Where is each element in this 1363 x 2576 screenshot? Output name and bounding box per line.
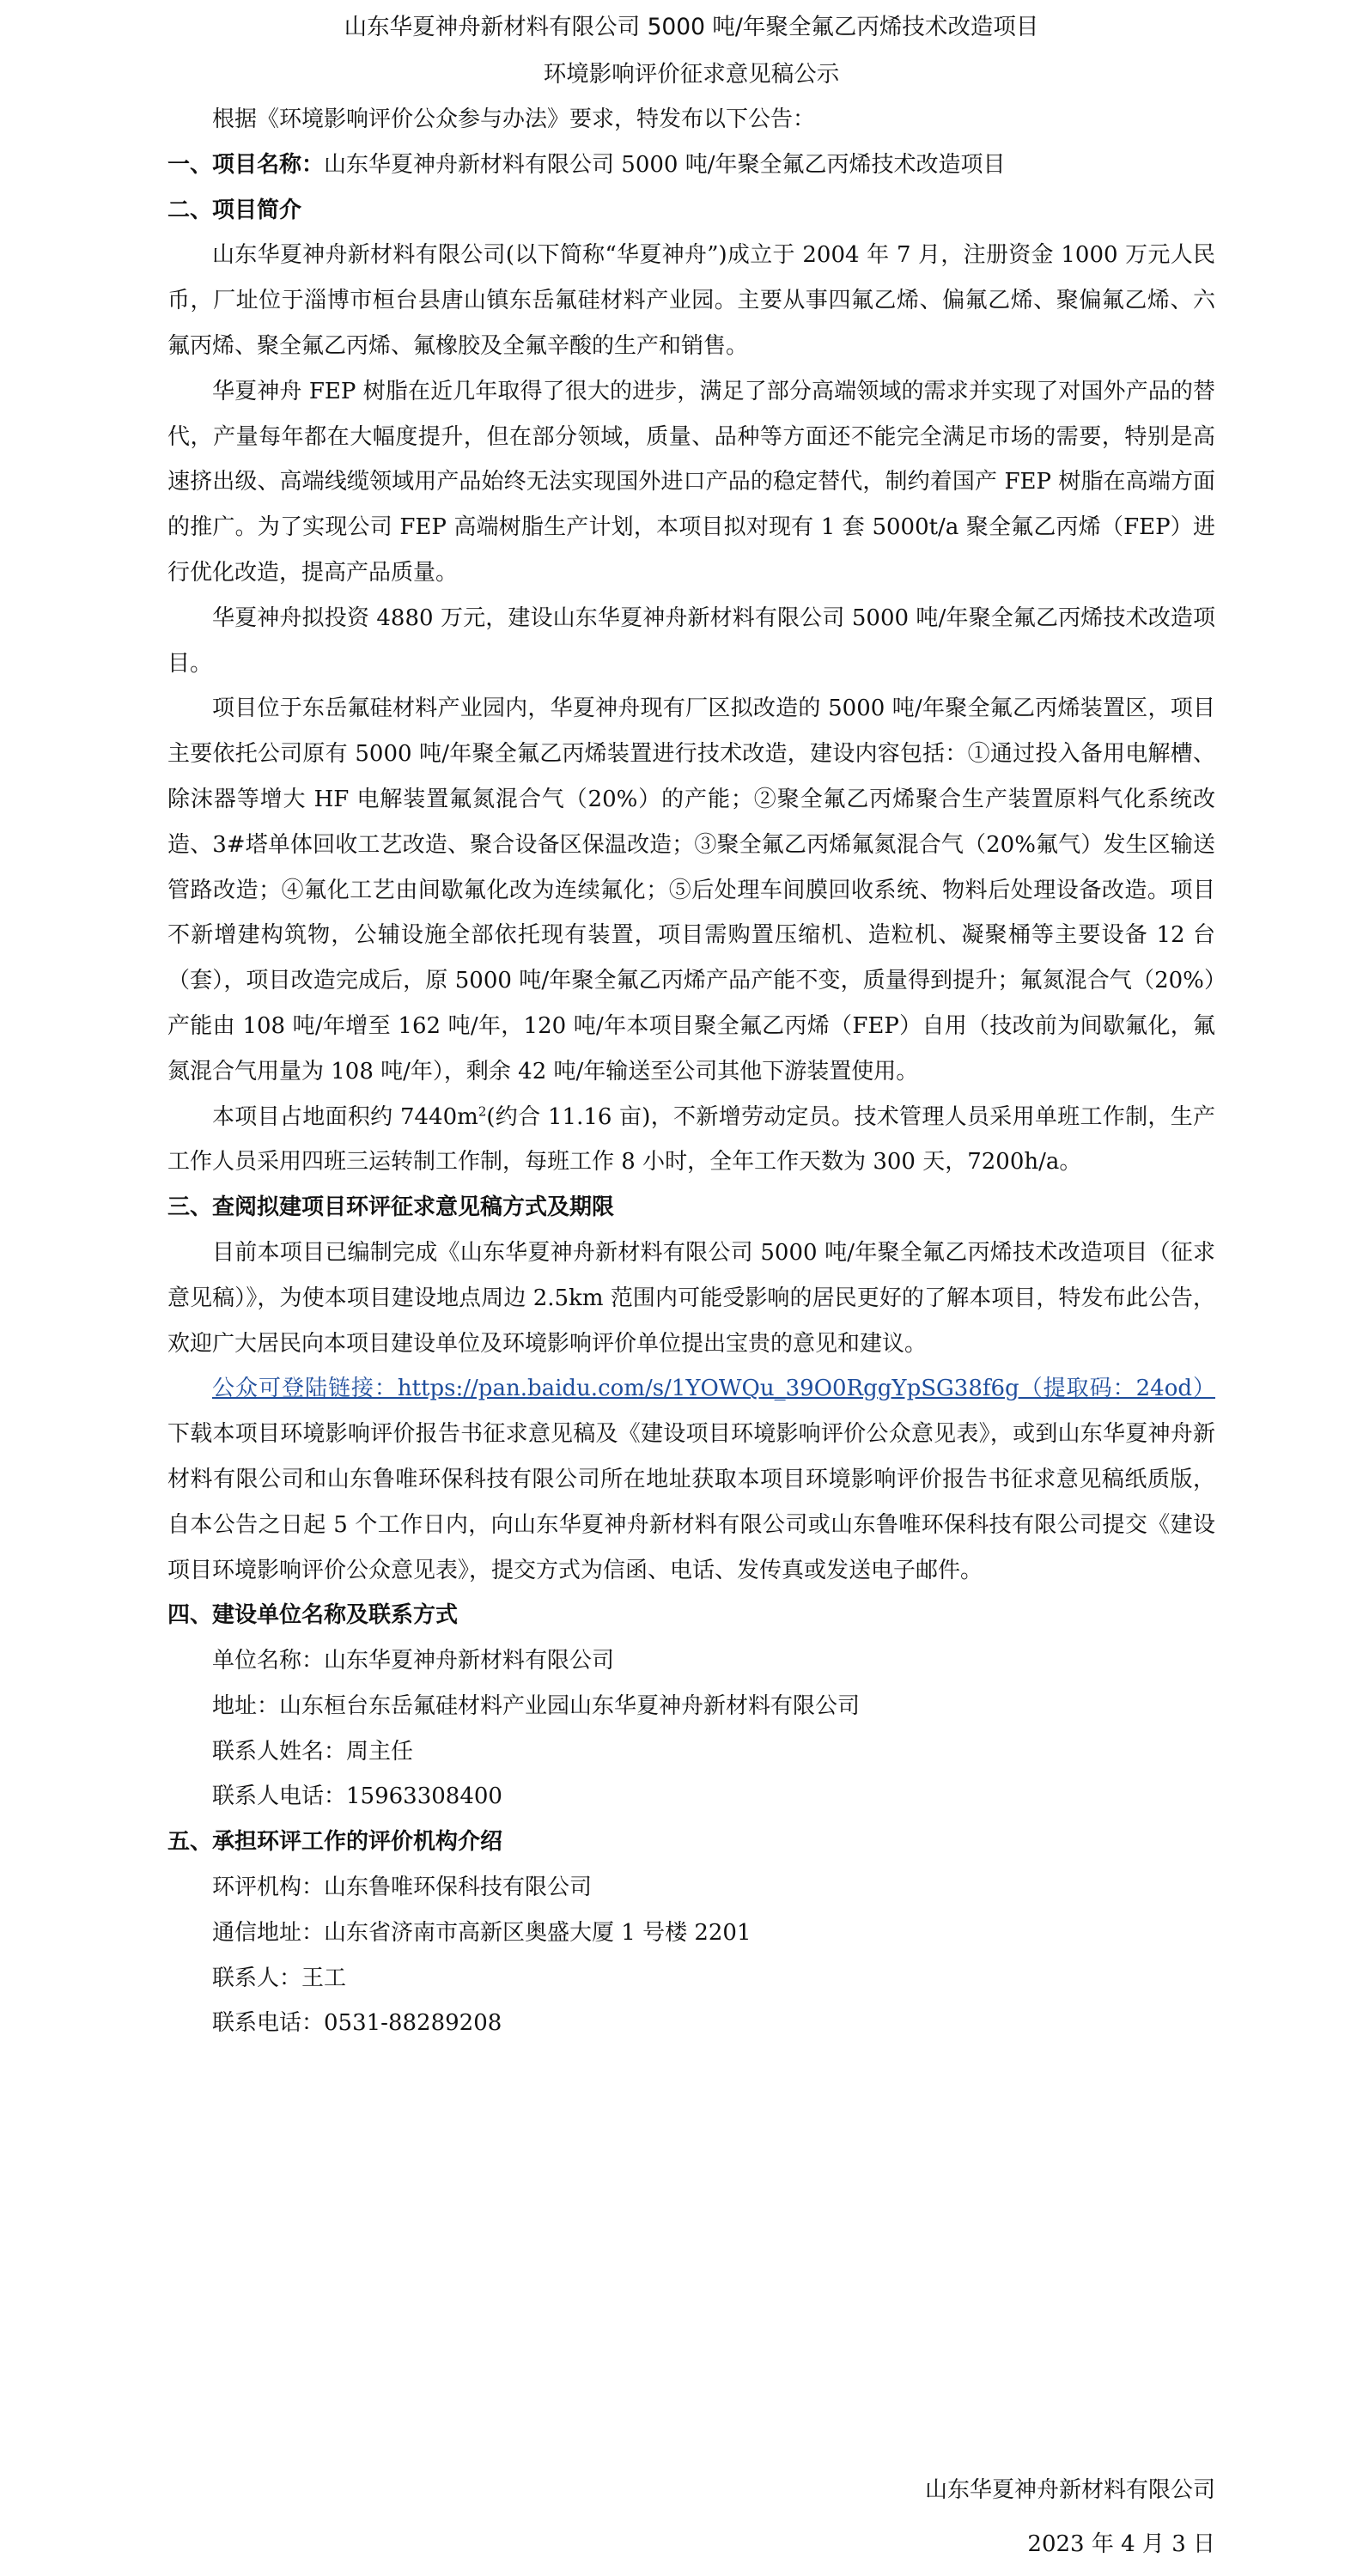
investment-paragraph: 华夏神舟拟投资 4880 万元，建设山东华夏神舟新材料有限公司 5000 吨/年聚全氟乙丙烯技术改造项目。 xyxy=(167,605,1215,677)
download-paragraph xyxy=(167,1366,1215,1593)
construction-content-paragraph: 项目位于东岳氟硅材料产业园内，华夏神舟现有厂区拟改造的 5000 吨/年聚全氟乙丙烯装置区，项目主要依托公司原有 5000 吨/年聚全氟乙丙烯装置进行技术改造，建设内容包括：①通过投入备用电解槽、除沫器等增大 HF 电解装置氟氮混合气（20%）的产能；②聚全氟乙丙烯聚合生产装置原料气化系统改造、3#塔单体回收工艺改造、聚合设备区保温改造；③聚全氟乙丙烯氟氮混合气（20%氟气）发生区输送管路改造；④氟化工艺由间歇氟化改为连续氟化；⑤后处理车间膜回收系统、物料后处理设备改造。项目不新增建构筑物，公辅设施全部依托现有装置，项目需购置压缩机、造粒机、凝聚桶等主要设备 12 台（套），项目改造完成后，原 5000 吨/年聚全氟乙丙烯产品产能不变，质量得到提升；氟氮混合气（20%）产能由 108 吨/年增至 162 吨/年，120 吨/年本项目聚全氟乙丙烯（FEP）自用（技改前为间歇氟化，氟氮混合气用量为 108 吨/年），剩余 42 吨/年输送至公司其他下游装置使用。 xyxy=(167,696,1215,1084)
eia-agency-name: 环评机构：山东鲁唯环保科技有限公司 xyxy=(212,1874,593,1901)
section-3-heading: 三、查阅拟建项目环评征求意见稿方式及期限 xyxy=(167,1194,615,1221)
section-5-heading: 五、承担环评工作的评价机构介绍 xyxy=(167,1829,503,1856)
builder-unit-name: 单位名称：山东华夏神舟新材料有限公司 xyxy=(212,1648,615,1674)
download-link[interactable]: 公众可登陆链接：https://pan.baidu.com/s/1YOWQu_39O0RggYpSG38f6g（提取码：24od） xyxy=(212,1376,1215,1402)
section-1-heading xyxy=(167,143,1215,188)
eia-contact-phone: 联系电话：0531-88289208 xyxy=(212,2010,502,2037)
builder-contact-phone: 联系人电话：15963308400 xyxy=(212,1783,502,1810)
footer-company: 山东华夏神舟新材料有限公司 xyxy=(924,2477,1215,2503)
section-4-heading: 四、建设单位名称及联系方式 xyxy=(167,1602,459,1629)
fep-background-paragraph: 华夏神舟 FEP 树脂在近几年取得了很大的进步，满足了部分高端领域的需求并实现了对国外产品的替代，产量每年都在大幅度提升，但在部分领域，质量、品种等方面还不能完全满足市场的需要，特别是高速挤出级、高端线缆领域用产品始终无法实现国外进口产品的稳定替代，制约着国产 FEP 树脂在高端方面的推广。为了实现公司 FEP 高端树脂生产计划，本项目拟对现有 1 套 5000t/a 聚全氟乙丙烯（FEP）进行优化改造，提高产品质量。 xyxy=(167,378,1215,586)
land-area-text: 本项目占地面积约 7440m xyxy=(212,1103,478,1130)
download-instructions: 下载本项目环境影响评价报告书征求意见稿及《建设项目环境影响评价公众意见表》，或到山东华夏神舟新材料有限公司和山东鲁唯环保科技有限公司所在地址获取本项目环境影响评价报告书征求意见稿纸质版，自本公告之日起 5 个工作日内，向山东华夏神舟新材料有限公司或山东鲁唯环保科技有限公司提交《建设项目环境影响评价公众意见表》，提交方式为信函、电话、发传真或发送电子邮件。 xyxy=(167,1421,1215,1583)
section-1-label: 一、项目名称： xyxy=(167,151,325,178)
document-title-line-1: 山东华夏神舟新材料有限公司 5000 吨/年聚全氟乙丙烯技术改造项目 xyxy=(344,14,1039,40)
land-area-paragraph xyxy=(167,1095,1215,1186)
work-schedule-text: (约合 11.16 亩)，不新增劳动定员。技术管理人员采用单班工作制，生产工作人员采用四班三运转制工作制，每班工作 8 小时，全年工作天数为 300 天，7200h/a。 xyxy=(167,1103,1215,1176)
eia-contact-name: 联系人：王工 xyxy=(212,1965,347,1991)
draft-completion-paragraph: 目前本项目已编制完成《山东华夏神舟新材料有限公司 5000 吨/年聚全氟乙丙烯技术改造项目（征求意见稿）》，为使本项目建设地点周边 2.5km 范围内可能受影响的居民更好的了解本项目，特发布此公告，欢迎广大居民向本项目建设单位及环境影响评价单位提出宝贵的意见和建议。 xyxy=(167,1239,1215,1357)
project-name: 山东华夏神舟新材料有限公司 5000 吨/年聚全氟乙丙烯技术改造项目 xyxy=(324,151,1006,178)
builder-contact-name: 联系人姓名：周主任 xyxy=(212,1738,414,1765)
company-intro-paragraph: 山东华夏神舟新材料有限公司(以下简称“华夏神舟”)成立于 2004 年 7 月，注册资金 1000 万元人民币，厂址位于淄博市桓台县唐山镇东岳氟硅材料产业园。主要从事四氟乙烯、偏氟乙烯、聚偏氟乙烯、六氟丙烯、聚全氟乙丙烯、氟橡胶及全氟辛酸的生产和销售。 xyxy=(167,242,1215,359)
builder-address: 地址：山东桓台东岳氟硅材料产业园山东华夏神舟新材料有限公司 xyxy=(212,1692,861,1719)
notice-document xyxy=(167,5,1215,2046)
eia-agency-address: 通信地址：山东省济南市高新区奥盛大厦 1 号楼 2201 xyxy=(212,1919,751,1946)
document-title-line-2: 环境影响评价征求意见稿公示 xyxy=(543,61,840,88)
section-2-heading: 二、项目简介 xyxy=(167,197,302,223)
intro-paragraph: 根据《环境影响评价公众参与办法》要求，特发布以下公告： xyxy=(212,106,816,132)
square-superscript: 2 xyxy=(478,1103,487,1119)
footer-date: 2023 年 4 月 3 日 xyxy=(1027,2531,1215,2557)
